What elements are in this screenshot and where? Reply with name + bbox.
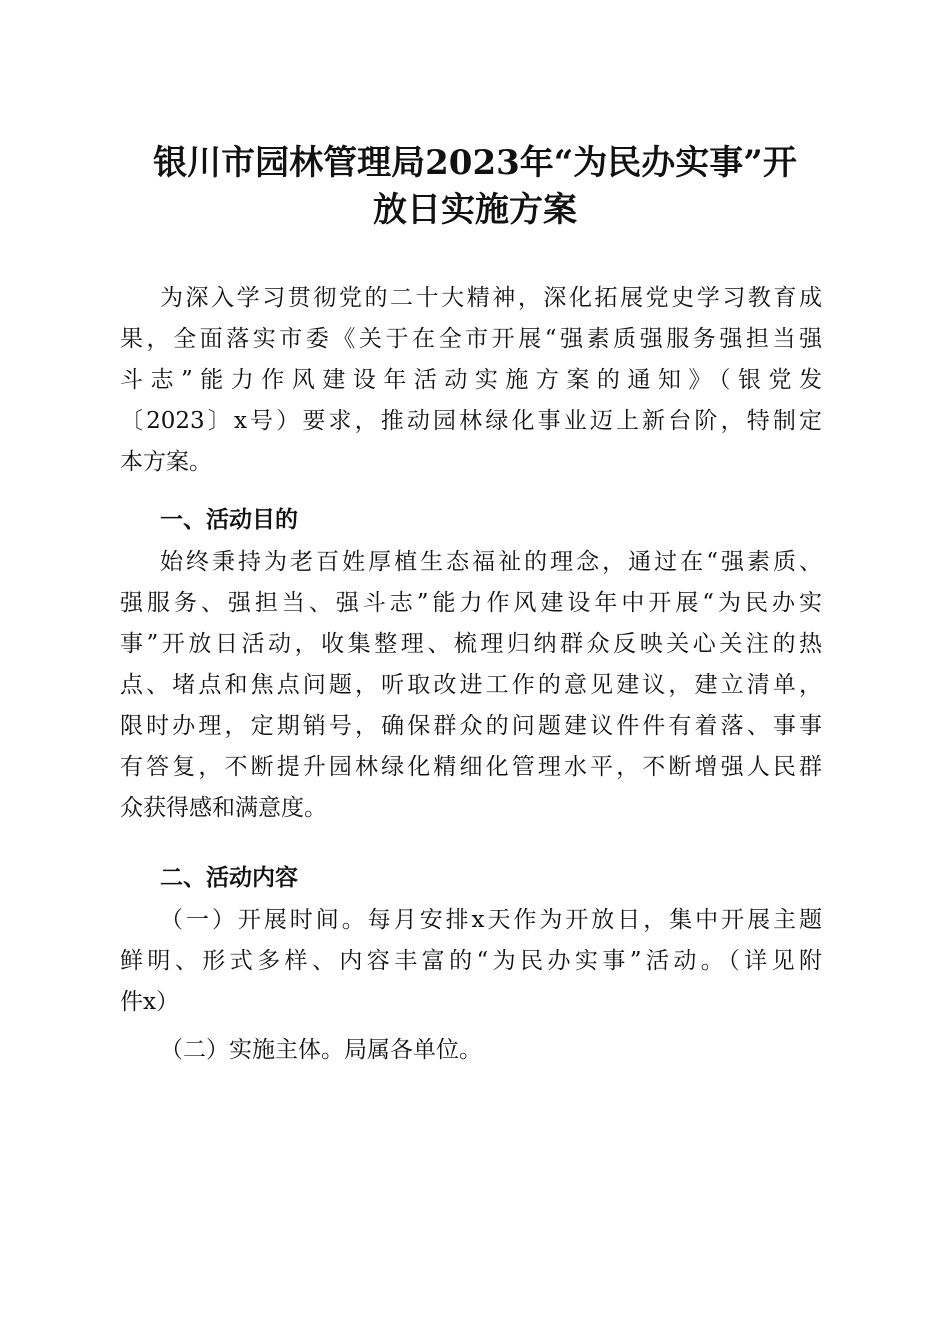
document-title-line-2: 放日实施方案 bbox=[373, 190, 577, 230]
intro-line: 本方案。 bbox=[120, 449, 212, 475]
intro-line: 为深入学习贯彻党的二十大精神，深化拓展党史学习教育成 bbox=[160, 285, 822, 311]
intro-line: 斗志”能力作风建设年活动实施方案的通知》（银党发 bbox=[120, 367, 822, 393]
document-title-line-1: 银川市园林管理局2023年“为民办实事”开 bbox=[153, 143, 797, 183]
purpose-line: 强服务、强担当、强斗志”能力作风建设年中开展“为民办实 bbox=[120, 590, 822, 616]
purpose-line: 点、堵点和焦点问题，听取改进工作的意见建议，建立清单， bbox=[120, 672, 822, 698]
purpose-line: 众获得感和满意度。 bbox=[120, 795, 327, 821]
section-heading-content: 二、活动内容 bbox=[160, 865, 298, 891]
content-item-1-line: 件x） bbox=[120, 989, 179, 1015]
section-heading-purpose: 一、活动目的 bbox=[160, 507, 298, 533]
purpose-line: 限时办理，定期销号，确保群众的问题建议件件有着落、事事 bbox=[120, 713, 822, 739]
content-item-1-line: 鲜明、形式多样、内容丰富的“为民办实事”活动。（详见附 bbox=[120, 948, 822, 974]
purpose-line: 有答复，不断提升园林绿化精细化管理水平，不断增强人民群 bbox=[120, 754, 822, 780]
content-item-1-line: （一）开展时间。每月安排x天作为开放日，集中开展主题 bbox=[160, 907, 822, 933]
purpose-line: 始终秉持为老百姓厚植生态福祉的理念，通过在“强素质、 bbox=[160, 549, 822, 575]
intro-line: 果，全面落实市委《关于在全市开展“强素质强服务强担当强 bbox=[120, 326, 822, 352]
content-item-2: （二）实施主体。局属各单位。 bbox=[160, 1037, 482, 1063]
purpose-line: 事”开放日活动，收集整理、梳理归纳群众反映关心关注的热 bbox=[120, 631, 822, 657]
intro-line: 〔2023〕x号）要求，推动园林绿化事业迈上新台阶，特制定 bbox=[120, 408, 822, 434]
